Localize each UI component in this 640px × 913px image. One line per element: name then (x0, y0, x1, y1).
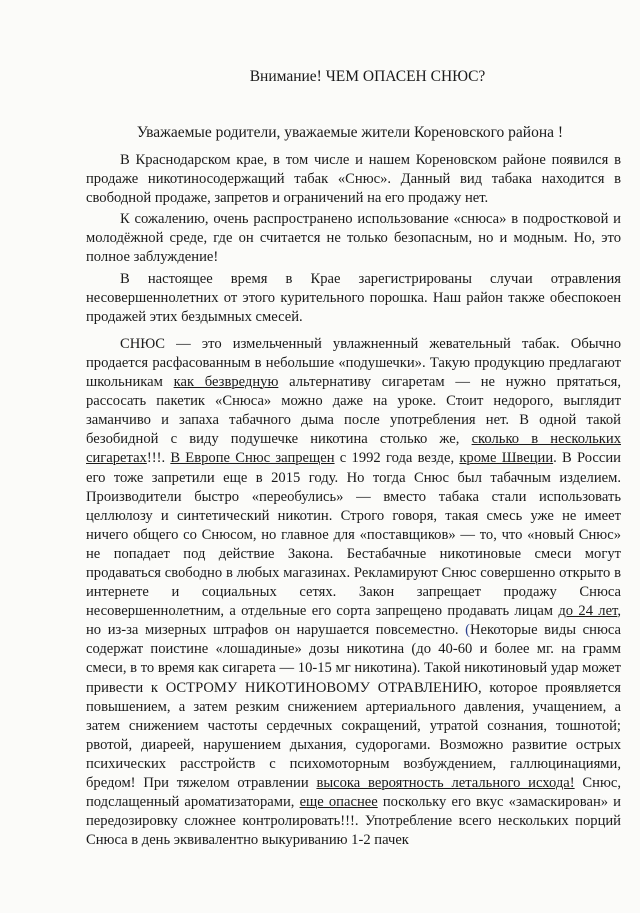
handwritten-mark: ( (465, 622, 471, 639)
text-span: . В России его тоже запретили еще в 2015 году. Но тогда Снюс был табачным изделием. Производители быстро «переобулись» — вместо табака стали использовать целлюлозу и синтетический никотин. Строго говоря, такая смесь уже не имеет ничего общего со Снюсом, но главное для «поставщиков» — то, что «новый Снюс» не попадает под действие Закона. Бестабачные никотиновые смеси могут продаваться свободно в любых магазинах. Рекламируют Снюс совершенно открыто в интернете и социальных сетях. Закон запрещает продажу Снюса несовершеннолетним, а отдельные его сорта запрещено продавать лицам (86, 450, 621, 620)
document-title: Внимание! ЧЕМ ОПАСЕН СНЮС? (249, 68, 486, 85)
text-span: Снюс, подслащенный ароматизаторами, (86, 775, 621, 811)
underlined-text: до 24 лет (558, 603, 618, 620)
text-span: альтернативу сигаретам — не нужно прятаться, рассосать пакетик «Снюса» можно даже на уроке. Стоит недорого, выглядит заманчиво и запаха табачного дыма после употребления нет. В одной такой безобидной с виду подушечке никотина столько же, (86, 374, 621, 448)
underlined-text: еще опаснее (299, 794, 378, 811)
underlined-text: как безвредную (173, 374, 279, 391)
document-body (86, 151, 621, 850)
text-span: поскольку его вкус «замаскирован» и передозировку сложнее контролировать!!!. Употребление всего нескольких порций Снюса в день эквивалентно выкуриванию 1-2 пачек (86, 794, 621, 849)
text-span: СНЮС — это измельченный увлажненный жевательный табак. Обычно продается расфасованным в небольшие «подушечки». Такую продукцию предлагают школьникам (86, 335, 621, 391)
paragraph-3: В настоящее время в Крае зарегистрированы случаи отравления несовершеннолетних от этого курительного порошка. Наш район также обеспокоен продажей этих бездымных смесей. (86, 270, 621, 325)
greeting: Уважаемые родители, уважаемые жители Кореновского района ! (136, 124, 564, 141)
paragraph-2: К сожалению, очень распространено использование «снюса» в подростковой и молодёжной среде, где он считается не только безопасным, но и модным. Но, это полное заблуждение! (86, 211, 621, 266)
text-span: , но из-за мизерных штрафов он нарушается повсеместно. (86, 603, 621, 639)
text-span: с 1992 года везде, (334, 450, 460, 467)
underlined-text: В Европе Снюс запрещен (170, 450, 335, 467)
text-span: !!!. (146, 450, 171, 467)
paragraph-1: В Краснодарском крае, в том числе и нашем Кореновском районе появился в продаже никотиносодержащий табак «Снюс». Данный вид табака находится в свободной продаже, запретов и ограничений на его продажу нет. (86, 152, 621, 207)
text-span: Некоторые виды снюса содержат поистине «лошадиные» дозы никотина (до 40-60 и более мг. на грамм смеси, в то время как сигарета — 10-15 мг никотина). Такой никотиновый удар может привести к ОСТРОМУ НИКОТИНОВОМУ ОТРАВЛЕНИЮ, которое проявляется повышением, а затем резким снижением артериального давления, учащением, а затем снижением частоты сердечных сокращений, утратой сознания, тошнотой; рвотой, диареей, нарушением дыхания, судорогами. Возможно развитие острых психических расстройств с психомоторным возбуждением, галлюцинациями, бредом! При тяжелом отравлении (86, 622, 621, 791)
underlined-text: высока вероятность летального исхода! (316, 775, 575, 791)
underlined-text: кроме Швеции (459, 450, 554, 467)
paragraph-4 (86, 335, 621, 851)
underlined-text: сколько в нескольких сигаретах (86, 431, 621, 467)
